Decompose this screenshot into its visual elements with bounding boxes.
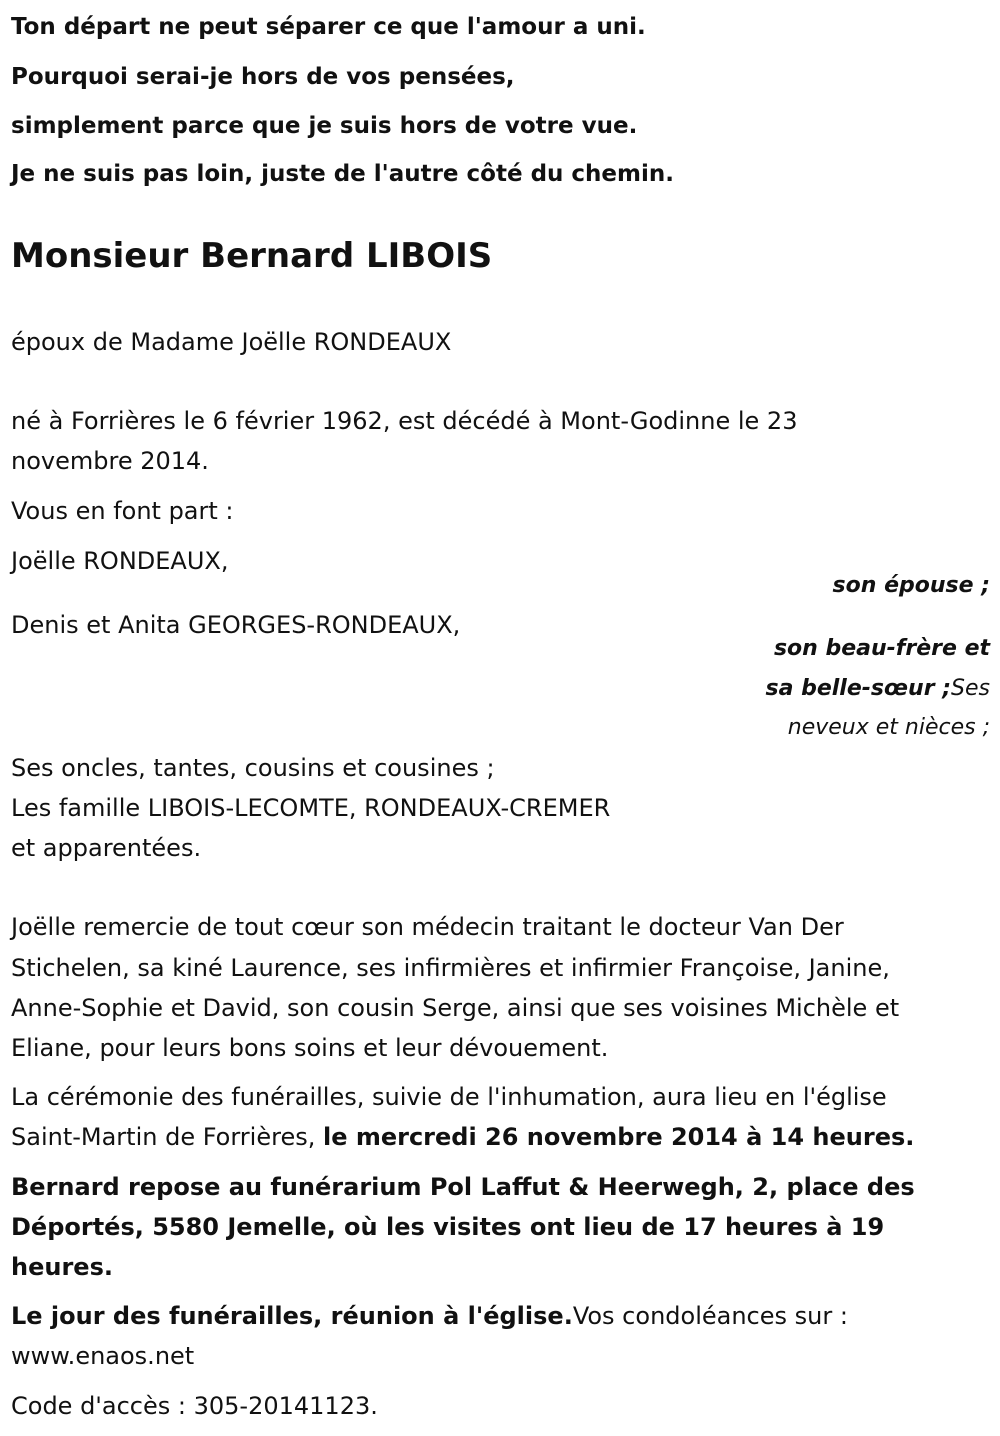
thanks-line-2: Stichelen, sa kiné Laurence, ses infirmières et infirmier Françoise, Janine, xyxy=(11,954,890,982)
announce-intro: Vous en font part : xyxy=(11,497,234,525)
repose-line-3: heures. xyxy=(11,1253,113,1281)
deceased-name: Monsieur Bernard LIBOIS xyxy=(11,236,493,276)
family-member-2-role-line-2-rest: Ses xyxy=(951,676,990,701)
family-member-2-role-line-1 xyxy=(774,634,990,664)
funeral-meeting-note: Le jour des funérailles, réunion à l'église. xyxy=(11,1302,573,1330)
family-member-2-role-line-2-bold: sa belle-sœur ; xyxy=(765,676,952,701)
condolences-website-link[interactable]: www.enaos.net xyxy=(11,1342,195,1370)
thanks-line-3: Anne-Sophie et David, son cousin Serge, ainsi que ses voisines Michèle et xyxy=(11,994,900,1022)
poem-line-2: Pourquoi serai-je hors de vos pensées, xyxy=(11,64,515,90)
thanks-line-1: Joëlle remercie de tout cœur son médecin traitant le docteur Van Der xyxy=(11,913,844,941)
family-member-2-role-line-2 xyxy=(765,674,990,704)
poem-line-1: Ton départ ne peut séparer ce que l'amour a uni. xyxy=(11,14,646,40)
access-code: Code d'accès : 305-20141123. xyxy=(11,1392,378,1420)
spouse-line: époux de Madame Joëlle RONDEAUX xyxy=(11,328,452,356)
repose-line-1: Bernard repose au funérarium Pol Laffut & Heerwegh, 2, place des xyxy=(11,1173,915,1201)
condolences-label: Vos condoléances sur : xyxy=(572,1302,848,1330)
family-member-1-role-text: son épouse ; xyxy=(832,573,990,598)
family-others-line-1: Ses oncles, tantes, cousins et cousines ; xyxy=(11,754,495,782)
family-others-line-2: Les famille LIBOIS-LECOMTE, RONDEAUX-CREMER xyxy=(11,794,611,822)
family-member-1-role xyxy=(833,571,990,601)
family-others-line-3: et apparentées. xyxy=(11,834,202,862)
family-member-2-role-line-3-text: neveux et nièces ; xyxy=(787,715,990,740)
family-member-1-name: Joëlle RONDEAUX, xyxy=(11,547,229,575)
family-member-2-role-line-3 xyxy=(788,713,990,743)
repose-line-2: Déportés, 5580 Jemelle, où les visites ont lieu de 17 heures à 19 xyxy=(11,1213,885,1241)
ceremony-line-1: La cérémonie des funérailles, suivie de l'inhumation, aura lieu en l'église xyxy=(11,1083,887,1111)
poem-line-3: simplement parce que je suis hors de votre vue. xyxy=(11,113,638,139)
birth-death-line-1: né à Forrières le 6 février 1962, est décédé à Mont-Godinne le 23 xyxy=(11,407,798,435)
family-member-2-role-line-1-text: son beau-frère et xyxy=(773,636,990,661)
family-member-2-name: Denis et Anita GEORGES-RONDEAUX, xyxy=(11,611,461,639)
ceremony-date-time: le mercredi 26 novembre 2014 à 14 heures. xyxy=(322,1123,915,1151)
thanks-line-4: Eliane, pour leurs bons soins et leur dévouement. xyxy=(11,1034,609,1062)
birth-death-line-2: novembre 2014. xyxy=(11,447,209,475)
ceremony-location: Saint-Martin de Forrières, xyxy=(11,1123,323,1151)
ceremony-line-2 xyxy=(11,1122,914,1152)
condolences-line xyxy=(11,1301,848,1331)
poem-line-4: Je ne suis pas loin, juste de l'autre côté du chemin. xyxy=(11,161,674,187)
